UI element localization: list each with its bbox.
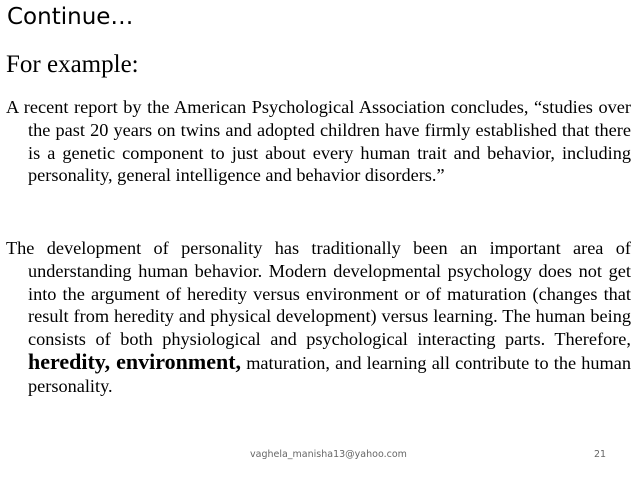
paragraph-personality-development xyxy=(6,237,631,398)
slide-title: Continue… xyxy=(7,4,134,30)
emphasis-heredity-environment: heredity, environment, xyxy=(28,348,242,374)
paragraph-apa-report: A recent report by the American Psychological Association concludes, “studies over the past 20 years on twins and adopted children have firmly established that there is a genetic component to just about every human trait and behavior, including personality, general intelligence and behavior disorders.” xyxy=(6,97,631,186)
page-number: 21 xyxy=(594,449,607,460)
subheading: For example: xyxy=(6,51,139,78)
paragraph-text-end: maturation, and learning all contribute to the human personality. xyxy=(28,352,631,396)
paragraph-text-start: The development of personality has traditionally been an important area of understanding human behavior. Modern developmental psychology does not get into the argument of heredity versus environment or of maturation (changes that result from heredity and physical development) versus learning. The human being consists of both physiological and psychological interacting parts. Therefore, xyxy=(6,238,631,350)
footer-email: vaghela_manisha13@yahoo.com xyxy=(250,449,407,460)
